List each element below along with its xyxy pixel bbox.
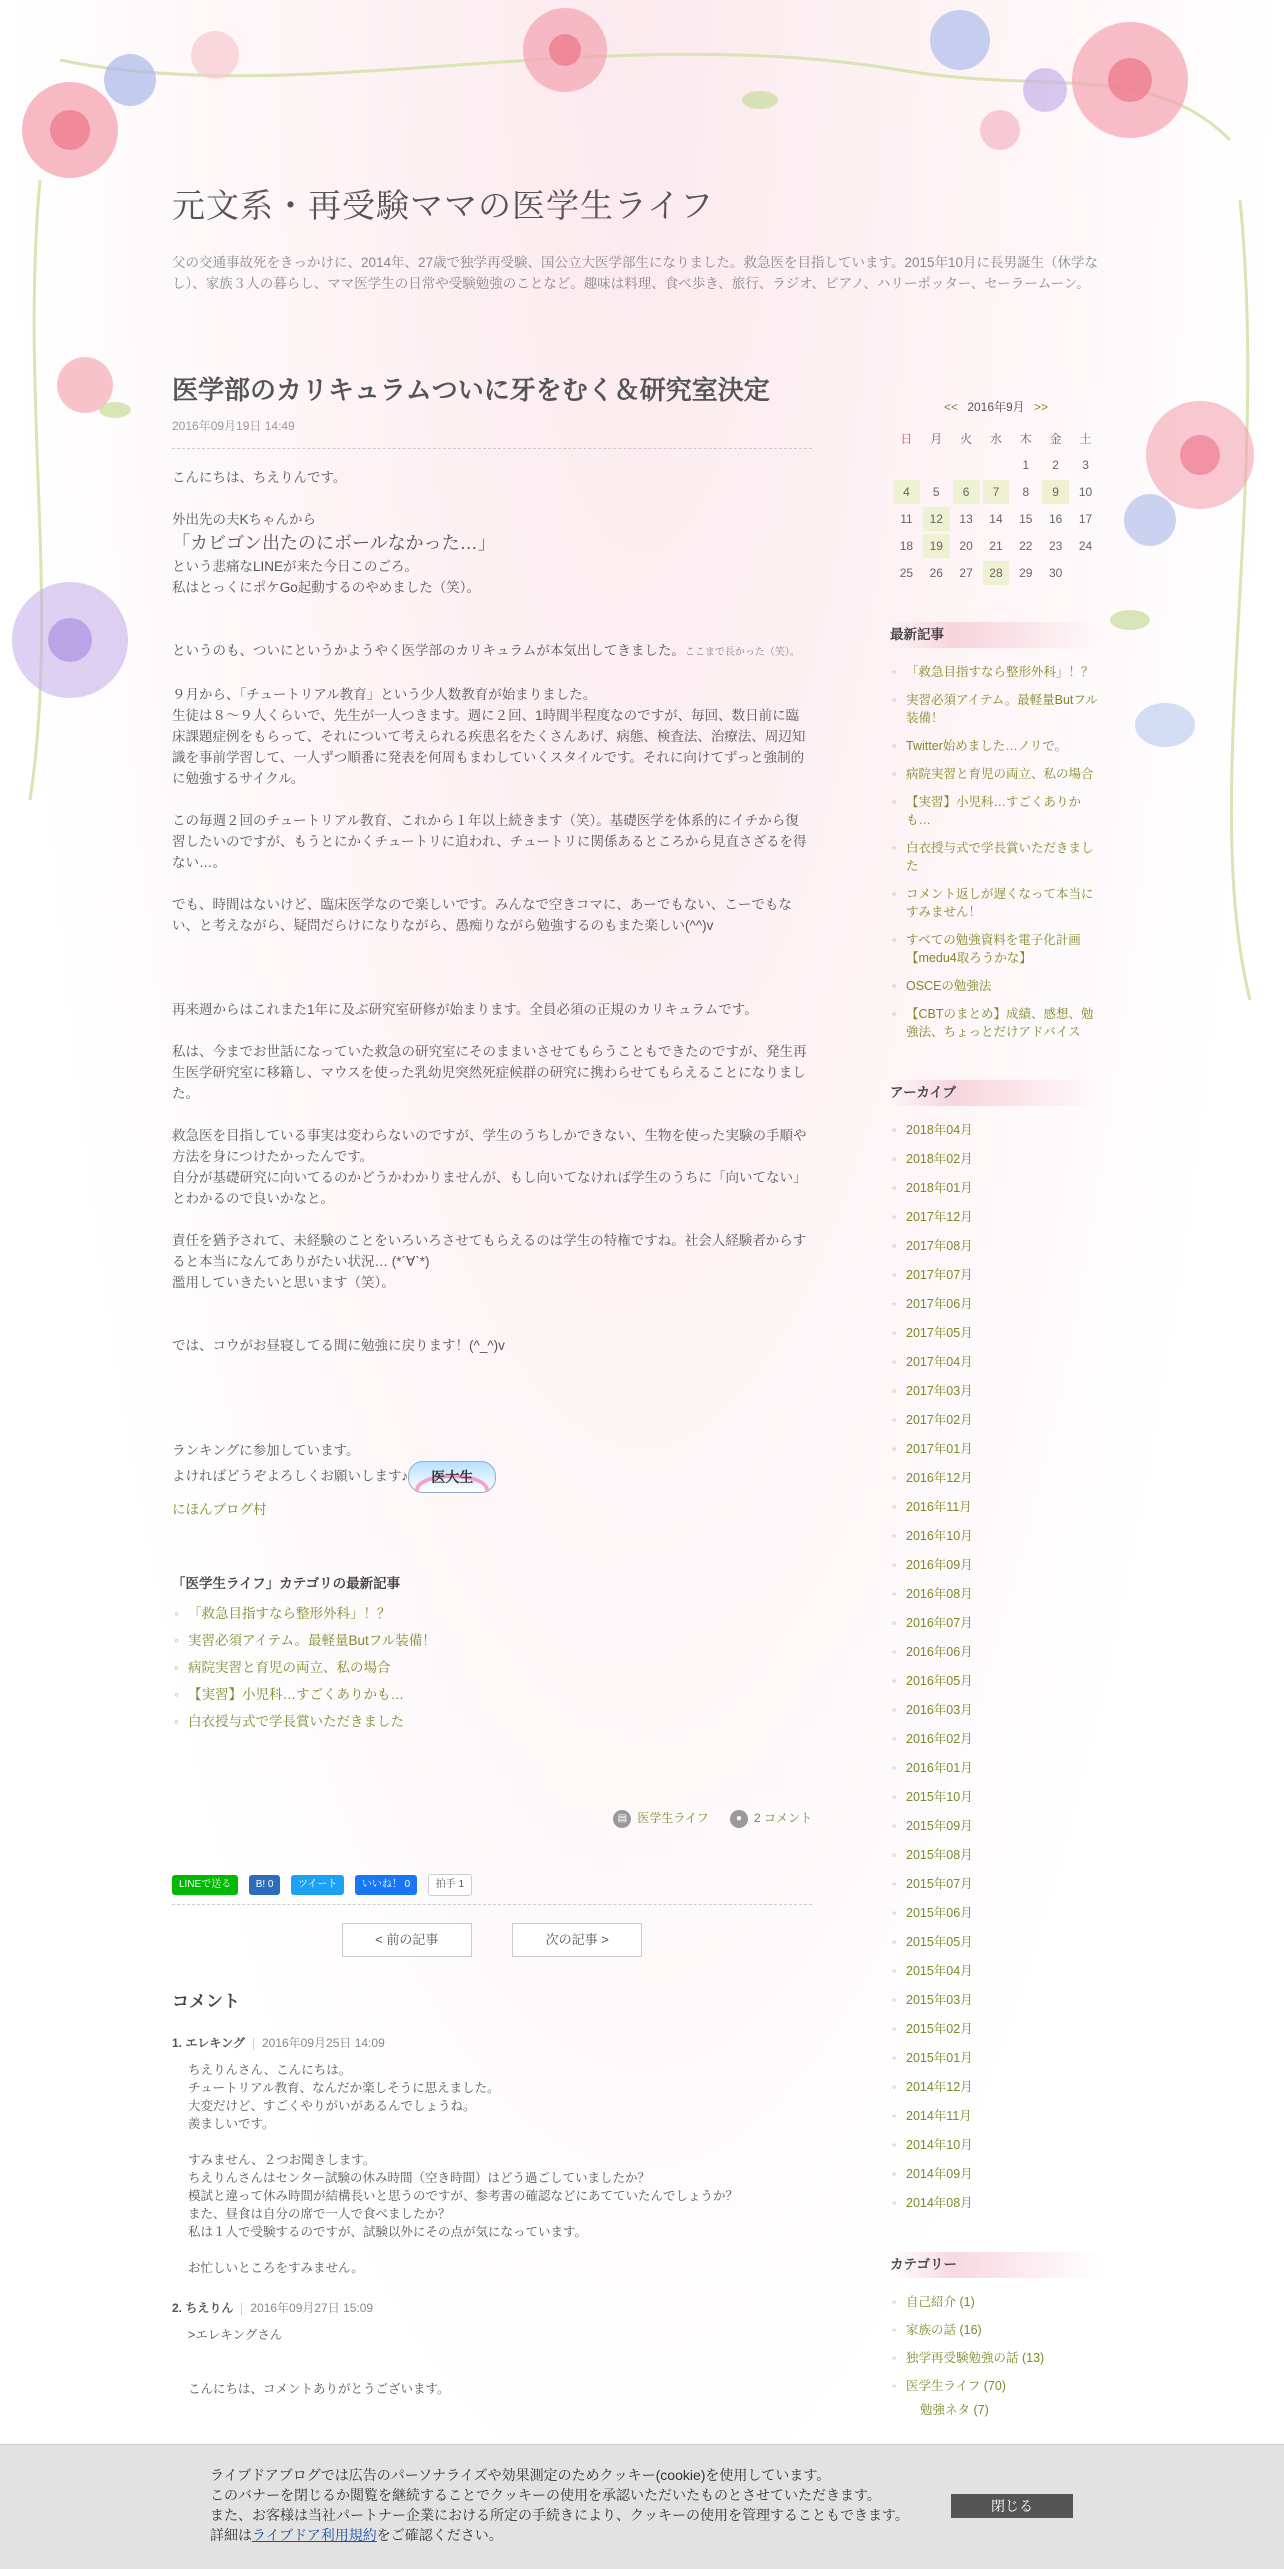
comment-line: すみません、２つお聞きします。 — [188, 2152, 376, 2167]
blog-title[interactable]: 元文系・再受験ママの医学生ライフ — [172, 186, 715, 225]
calendar-day — [893, 453, 920, 477]
archive-item[interactable] — [890, 1812, 1102, 1841]
archive-item[interactable] — [890, 1609, 1102, 1638]
category-list — [890, 2288, 1102, 2400]
cookie-text-part: をご確認ください。 — [376, 2527, 503, 2543]
comment-line: 大変だけど、すごくやりがいがあるんでしょうね。 — [188, 2098, 476, 2113]
post-category-link[interactable]: 医学生ライフ — [637, 1811, 709, 1825]
clap-button[interactable]: 拍手 1 — [428, 1874, 472, 1896]
archive-item[interactable] — [890, 2189, 1102, 2218]
archive-link[interactable]: 2018年04月 — [906, 1123, 973, 1137]
category-latest-link[interactable]: 病院実習と育児の両立、私の場合 — [188, 1660, 391, 1675]
archive-item[interactable] — [890, 1638, 1102, 1667]
comment-line: 羨ましいです。 — [188, 2116, 275, 2131]
comment-body — [172, 2326, 812, 2398]
archive-link[interactable]: 2018年01月 — [906, 1181, 973, 1195]
archive-item[interactable] — [890, 2102, 1102, 2131]
archive-link[interactable]: 2016年10月 — [906, 1529, 973, 1543]
post-paragraph: ランキングに参加しています。 — [172, 1443, 360, 1458]
recent-post-item[interactable] — [890, 972, 1102, 1000]
calendar-day: 1 — [1022, 458, 1030, 472]
archive-item[interactable] — [890, 1232, 1102, 1261]
archive-link[interactable]: 2015年08月 — [906, 1848, 973, 1862]
folder-icon: ▤ — [613, 1810, 631, 1828]
line-share-button[interactable]: LINEで送る — [172, 1875, 238, 1895]
calendar-day: 18 — [899, 539, 914, 553]
comment-line: 模試と違って休み時間が結構長いと思うのですが、参考書の確認などにあてていたんでしょうか？ — [188, 2188, 739, 2203]
archive-item[interactable] — [890, 1406, 1102, 1435]
tweet-button[interactable]: ツイート — [291, 1875, 345, 1895]
category-item[interactable] — [890, 2344, 1102, 2372]
calendar-header — [890, 398, 1102, 415]
archive-link[interactable]: 2016年12月 — [906, 1471, 973, 1485]
cookie-text-part: 詳細は — [210, 2527, 252, 2543]
calendar-day: 27 — [959, 566, 973, 580]
archive-link[interactable]: 2016年05月 — [906, 1674, 973, 1688]
archive-link[interactable]: 2015年10月 — [906, 1790, 973, 1804]
category-item[interactable] — [890, 2288, 1102, 2316]
share-buttons — [172, 1874, 812, 1896]
cookie-line: また、お客様は当社パートナー企業における所定の手続きにより、クッキーの使用を管理することもできます。 — [210, 2507, 909, 2523]
archive-link[interactable]: 2016年02月 — [906, 1732, 973, 1746]
category-latest-link[interactable]: 白衣授与式で学長賞いただきました — [188, 1714, 404, 1729]
recent-post-link[interactable]: 白衣授与式で学長賞いただきました — [906, 841, 1094, 873]
post-paragraph: この毎週２回のチュートリアル教育、これから１年以上続きます（笑）。基礎医学を体系的にイチから復習したいのですが、もうとにかくチュートリに追われ、チュートリに関係あるところから見直さざるを得ない…。 — [172, 813, 807, 870]
category-latest-item[interactable] — [172, 1708, 812, 1735]
calendar-day — [923, 453, 950, 477]
recent-post-link[interactable]: すべての勉強資料を電子化計画【medu4取ろうかな】 — [906, 933, 1081, 965]
archive-item[interactable] — [890, 1986, 1102, 2015]
calendar-weekday: 火 — [960, 431, 973, 446]
archive-link[interactable]: 2016年06月 — [906, 1645, 973, 1659]
post-paragraph: 私は、今までお世話になっていた救急の研究室にそのままいさせてもらうこともできたのですが、発生再生医学研究室に移籍し、マウスを使った乳幼児突然死症候群の研究に携わらせてもらえることになりました。 — [172, 1044, 807, 1101]
calendar-day: 20 — [959, 539, 973, 553]
archive-item[interactable] — [890, 2131, 1102, 2160]
archive-item[interactable] — [890, 1377, 1102, 1406]
archive-item[interactable] — [890, 2073, 1102, 2102]
archive-link[interactable]: 2015年05月 — [906, 1935, 973, 1949]
category-link[interactable]: 独学再受験勉強の話 (13) — [906, 2351, 1045, 2365]
archive-link[interactable]: 2017年01月 — [906, 1442, 973, 1456]
cookie-line — [210, 2525, 930, 2545]
comment-header — [172, 2299, 812, 2316]
divider — [172, 1904, 812, 1905]
calendar-weekday: 日 — [900, 431, 913, 446]
category-latest-item[interactable] — [172, 1681, 812, 1708]
category-latest-item[interactable] — [172, 1600, 812, 1627]
calendar-day: 21 — [989, 539, 1003, 553]
archive-item[interactable] — [890, 1261, 1102, 1290]
comment-body — [172, 2061, 812, 2277]
archive-link[interactable]: 2016年03月 — [906, 1703, 973, 1717]
archive-link[interactable]: 2016年09月 — [906, 1558, 973, 1572]
archive-item[interactable] — [890, 1551, 1102, 1580]
calendar-day-link[interactable]: 9 — [1042, 480, 1069, 504]
archive-item[interactable] — [890, 1319, 1102, 1348]
category-latest-link[interactable]: 【実習】小児科…すごくありかも… — [188, 1687, 404, 1702]
archive-item[interactable] — [890, 1841, 1102, 1870]
recent-post-item[interactable] — [890, 880, 1102, 926]
recent-post-item[interactable] — [890, 926, 1102, 972]
post-title[interactable]: 医学部のカリキュラムついに牙をむく＆研究室決定 — [172, 376, 770, 406]
archive-item[interactable] — [890, 1290, 1102, 1319]
comment-line — [188, 2344, 812, 2362]
comment-date: 2016年09月25日 14:09 — [261, 2035, 385, 2050]
calendar-weekday: 土 — [1079, 431, 1092, 446]
archive-item[interactable] — [890, 1754, 1102, 1783]
calendar-day — [1072, 561, 1099, 585]
post-paragraph: 救急医を目指している事実は変わらないのですが、学生のうちしかできない、生物を使った実験の手順や方法を身につけたかったんです。 — [172, 1128, 807, 1164]
archive-item[interactable] — [890, 1493, 1102, 1522]
recent-post-item[interactable] — [890, 788, 1102, 834]
calendar — [890, 423, 1102, 588]
ranking-banner-label: 医大生 — [431, 1469, 474, 1485]
hatena-bookmark-button[interactable]: B! 0 — [249, 1875, 281, 1895]
post-paragraph: では、コウがお昼寝してる間に勉強に戻ります！(^_^)v — [172, 1338, 505, 1353]
post-paragraph: 責任を猶予されて、未経験のことをいろいろさせてもらえるのは学生の特権ですね。社会人経験者からすると本当になんてありがたい状況… (*´∀`*) — [172, 1233, 807, 1269]
category-item[interactable] — [890, 2316, 1102, 2344]
calendar-day: 3 — [1082, 458, 1089, 472]
calendar-next-link[interactable]: >> — [1034, 400, 1049, 414]
recent-post-item[interactable] — [890, 834, 1102, 880]
recent-post-link[interactable]: Twitter始めました…ノリで。 — [906, 739, 1068, 753]
archive-link[interactable]: 2017年06月 — [906, 1297, 973, 1311]
post-paragraph: 再来週からはこれまた1年に及ぶ研究室研修が始まります。全員必須の正規のカリキュラムです。 — [172, 1002, 758, 1017]
archive-item[interactable] — [890, 1580, 1102, 1609]
post-paragraph: 外出先の夫Kちゃんから — [172, 512, 317, 527]
post-text: というのも、ついにというかようやく医学部のカリキュラムが本気出してきました。 — [172, 643, 685, 658]
post-paragraph: こんにちは、ちえりんです。 — [172, 470, 347, 485]
calendar-weekday: 水 — [989, 431, 1002, 446]
category-latest-link[interactable]: 「救急目指すなら整形外科」！？ — [188, 1606, 391, 1621]
archive-item[interactable] — [890, 1116, 1102, 1145]
blog-village-link[interactable]: にほんブログ村 — [172, 1502, 267, 1517]
category-latest-heading: 「医学生ライフ」カテゴリの最新記事 — [172, 1576, 401, 1591]
archive-link[interactable]: 2015年06月 — [906, 1906, 973, 1920]
calendar-month: 2016年9月 — [967, 400, 1025, 414]
comments-heading: コメント — [172, 1991, 240, 2011]
post-text: よければどうぞよろしくお願いします♪ — [172, 1468, 409, 1484]
calendar-day — [953, 453, 980, 477]
comment-line: 私は１人で受験するのですが、試験以外にその点が気になっています。 — [188, 2224, 588, 2239]
archive-item[interactable] — [890, 1928, 1102, 1957]
calendar-day: 30 — [1048, 566, 1063, 580]
post-quote: 「カビゴン出たのにボールなかった…」 — [172, 533, 496, 553]
archive-item[interactable] — [890, 1464, 1102, 1493]
recent-posts-title: 最新記事 — [890, 622, 1102, 648]
archive-item[interactable] — [890, 1667, 1102, 1696]
calendar-day: 23 — [1048, 539, 1063, 553]
sidebar — [890, 398, 1102, 2418]
archive-item[interactable] — [890, 1522, 1102, 1551]
sub-category-link[interactable]: 勉強ネタ (7) — [920, 2403, 989, 2417]
archive-item[interactable] — [890, 1203, 1102, 1232]
archive-link[interactable]: 2014年10月 — [906, 2138, 973, 2152]
post-body — [172, 467, 812, 1520]
archive-item[interactable] — [890, 1435, 1102, 1464]
comment-author: 2. ちえりん — [172, 2300, 234, 2315]
comment-line — [188, 2362, 812, 2380]
next-post-button[interactable]: 次の記事 > — [512, 1923, 642, 1957]
post-paragraph: 生徒は８〜９人くらいで、先生が一人つきます。週に２回、1時間半程度なのですが、毎回、数日前に臨床課題症例をもらって、それについて考えられる疾患名をたくさんあげ、病態、検査法、治療法、周辺知識を事前学習して、一人ずつ順番に発表を何周もまわしていくスタイルです。それに向けてずっと強制的に勉強するサイクル。 — [172, 708, 806, 786]
archive-item[interactable] — [890, 1696, 1102, 1725]
archive-link[interactable]: 2017年03月 — [906, 1384, 973, 1398]
calendar-day: 17 — [1078, 512, 1093, 526]
calendar-weekday: 金 — [1049, 431, 1062, 446]
post-navigation — [172, 1923, 812, 1957]
comment-line: また、昼食は自分の席で一人で食べましたか？ — [188, 2206, 451, 2221]
calendar-day: 15 — [1019, 512, 1033, 526]
comment-date: 2016年09月27日 15:09 — [250, 2300, 374, 2315]
archive-link[interactable]: 2015年02月 — [906, 2022, 973, 2036]
calendar-weekday: 木 — [1019, 431, 1032, 446]
archive-link[interactable]: 2016年08月 — [906, 1587, 973, 1601]
calendar-day — [983, 453, 1010, 477]
post-paragraph: 私はとっくにポケGo起動するのやめました（笑）。 — [172, 580, 480, 595]
calendar-day-link[interactable]: 28 — [983, 561, 1010, 585]
calendar-day: 2 — [1052, 458, 1059, 472]
post-paragraph: 自分が基礎研究に向いてるのかどうかわかりませんが、もし向いてなければ学生のうちに「向いてない」とわかるので良いかなと。 — [172, 1170, 807, 1206]
calendar-day: 26 — [929, 566, 943, 580]
facebook-like-button[interactable]: いいね！ 0 — [355, 1875, 417, 1895]
ranking-banner[interactable] — [408, 1461, 496, 1493]
calendar-day: 5 — [932, 485, 940, 499]
recent-post-link[interactable]: 【実習】小児科…すごくありかも… — [906, 795, 1082, 827]
calendar-day-link[interactable]: 19 — [923, 534, 950, 558]
archive-link[interactable]: 2014年12月 — [906, 2080, 973, 2094]
cookie-close-button[interactable]: 閉じる — [951, 2494, 1073, 2518]
post-paragraph: でも、時間はないけど、臨床医学なので楽しいです。みんなで空きコマに、あーでもない、こーでもない、と考えながら、疑問だらけになりながら、愚痴りながら勉強するのもまた楽しい(^^)v — [172, 897, 792, 933]
calendar-day: 11 — [900, 512, 913, 526]
cookie-text — [210, 2465, 930, 2545]
archive-link[interactable]: 2017年05月 — [906, 1326, 973, 1340]
archive-item[interactable] — [890, 2044, 1102, 2073]
archive-link[interactable]: 2017年12月 — [906, 1210, 973, 1224]
recent-post-link[interactable]: 病院実習と育児の両立、私の場合 — [906, 767, 1094, 781]
archive-link[interactable]: 2015年03月 — [906, 1993, 973, 2007]
recent-post-link[interactable]: コメント返しが遅くなって本当にすみません！ — [906, 887, 1094, 919]
archive-link[interactable]: 2016年11月 — [906, 1500, 972, 1514]
archive-link[interactable]: 2017年08月 — [906, 1239, 973, 1253]
archive-item[interactable] — [890, 1899, 1102, 1928]
archive-title: アーカイブ — [890, 1080, 1102, 1106]
archive-item[interactable] — [890, 1870, 1102, 1899]
recent-post-item[interactable] — [890, 760, 1102, 788]
calendar-day-link[interactable]: 12 — [923, 507, 950, 531]
calendar-day: 16 — [1048, 512, 1063, 526]
calendar-day: 10 — [1078, 485, 1093, 499]
calendar-day: 25 — [899, 566, 914, 580]
terms-link[interactable]: ライブドア利用規約 — [252, 2527, 377, 2543]
post-date: 2016年09月19日 14:49 — [172, 419, 295, 433]
archive-item[interactable] — [890, 1348, 1102, 1377]
comment-line: ちえりんさん、こんにちは。 — [188, 2062, 352, 2077]
comment-line: お忙しいところをすみません。 — [188, 2260, 364, 2275]
archive-item[interactable] — [890, 1174, 1102, 1203]
comment-line: >エレキングさん — [188, 2327, 283, 2342]
archive-link[interactable]: 2016年07月 — [906, 1616, 973, 1630]
post-comment-count-link[interactable]: 2 コメント — [753, 1811, 812, 1825]
archive-link[interactable]: 2016年01月 — [906, 1761, 973, 1775]
category-latest-item[interactable] — [172, 1654, 812, 1681]
archive-link[interactable]: 2017年02月 — [906, 1413, 973, 1427]
post-paragraph: という悲痛なLINEが来た今日このごろ。 — [172, 559, 419, 574]
archive-link[interactable]: 2014年08月 — [906, 2196, 973, 2210]
calendar-day-link[interactable]: 4 — [893, 480, 920, 504]
blog-description: 父の交通事故死をきっかけに、2014年、27歳で独学再受験、国公立大医学部生になりました。救急医を目指しています。2015年10月に長男誕生（休学なし）、家族３人の暮らし、ママ医学生の日常や受験勉強のことなど。趣味は料理、食べ歩き、旅行、ラジオ、ピアノ、ハリーポッター、セーラームーン。 — [172, 255, 1099, 291]
recent-post-link[interactable]: 【CBTのまとめ】成績、感想、勉強法、ちょっとだけアドバイス — [906, 1007, 1094, 1039]
category-latest-link[interactable]: 実習必須アイテム。最軽量Butフル装備！ — [188, 1633, 436, 1648]
calendar-day: 29 — [1019, 566, 1033, 580]
calendar-day-link[interactable]: 6 — [953, 480, 980, 504]
recent-posts-list — [890, 658, 1102, 1046]
category-title: カテゴリー — [890, 2252, 1102, 2278]
recent-post-item[interactable] — [890, 1000, 1102, 1046]
recent-post-link[interactable]: 「救急目指すなら整形外科」！？ — [906, 665, 1094, 679]
recent-post-link[interactable]: OSCEの勉強法 — [906, 979, 992, 993]
archive-link[interactable]: 2015年09月 — [906, 1819, 973, 1833]
category-latest-item[interactable] — [172, 1627, 812, 1654]
comment-line — [188, 2133, 812, 2151]
post-paragraph — [172, 640, 812, 663]
archive-item[interactable] — [890, 1145, 1102, 1174]
archive-item[interactable] — [890, 1957, 1102, 1986]
post-paragraph — [172, 1461, 812, 1493]
calendar-day-link[interactable]: 7 — [983, 480, 1010, 504]
comment-line: チュートリアル教育、なんだか楽しそうに思えました。 — [188, 2080, 500, 2095]
archive-item[interactable] — [890, 1783, 1102, 1812]
recent-post-item[interactable] — [890, 686, 1102, 732]
calendar-day: 14 — [989, 512, 1003, 526]
post-small-text: ここまで長かった（笑）。 — [684, 647, 800, 658]
post-paragraph: ９月から、「チュートリアル教育」という少人数教育が始まりました。 — [172, 687, 597, 702]
archive-link[interactable]: 2018年02月 — [906, 1152, 973, 1166]
archive-link[interactable]: 2015年07月 — [906, 1877, 973, 1891]
archive-link[interactable]: 2017年04月 — [906, 1355, 973, 1369]
comment-header — [172, 2034, 812, 2051]
category-link[interactable]: 医学生ライフ (70) — [906, 2379, 1006, 2393]
archive-item[interactable] — [890, 2015, 1102, 2044]
archive-link[interactable]: 2017年07月 — [906, 1268, 973, 1282]
calendar-day: 8 — [1022, 485, 1030, 499]
divider — [172, 448, 812, 449]
category-latest-list — [172, 1600, 812, 1735]
calendar-day: 24 — [1078, 539, 1093, 553]
archive-list — [890, 1116, 1102, 2218]
cookie-banner — [0, 2444, 1284, 2569]
recent-post-item[interactable] — [890, 658, 1102, 686]
archive-link[interactable]: 2014年09月 — [906, 2167, 973, 2181]
archive-link[interactable]: 2015年04月 — [906, 1964, 973, 1978]
cookie-line: ライブドアブログでは広告のパーソナライズや効果測定のためクッキー(cookie)を使用しています。 — [210, 2467, 831, 2483]
recent-post-link[interactable]: 実習必須アイテム。最軽量Butフル装備！ — [906, 693, 1098, 725]
archive-item[interactable] — [890, 2160, 1102, 2189]
archive-link[interactable]: 2014年11月 — [906, 2109, 972, 2123]
post-paragraph: 濫用していきたいと思います（笑）。 — [172, 1275, 395, 1290]
comment-line — [188, 2241, 812, 2259]
post-meta — [172, 1809, 812, 1828]
main-column — [172, 370, 812, 2398]
comment-line: ちえりんさんはセンター試験の休み時間（空き時間）はどう過ごしていましたか？ — [188, 2170, 651, 2185]
category-item[interactable] — [890, 2372, 1102, 2400]
comment-line: こんにちは、コメントありがとうございます。 — [188, 2381, 450, 2396]
calendar-day: 22 — [1019, 539, 1033, 553]
category-link[interactable]: 自己紹介 (1) — [906, 2295, 975, 2309]
archive-link[interactable]: 2015年01月 — [906, 2051, 973, 2065]
calendar-day: 13 — [959, 512, 973, 526]
archive-item[interactable] — [890, 1725, 1102, 1754]
calendar-weekday: 月 — [930, 431, 943, 446]
calendar-prev-link[interactable]: << — [943, 400, 958, 414]
comment-icon: ● — [730, 1810, 748, 1828]
category-link[interactable]: 家族の話 (16) — [906, 2323, 982, 2337]
prev-post-button[interactable]: < 前の記事 — [342, 1923, 472, 1957]
recent-post-item[interactable] — [890, 732, 1102, 760]
cookie-line: このバナーを閉じるか閲覧を継続することでクッキーの使用を承認いただいたものとさせていただきます。 — [210, 2487, 881, 2503]
comment-author: 1. エレキング — [172, 2035, 245, 2050]
